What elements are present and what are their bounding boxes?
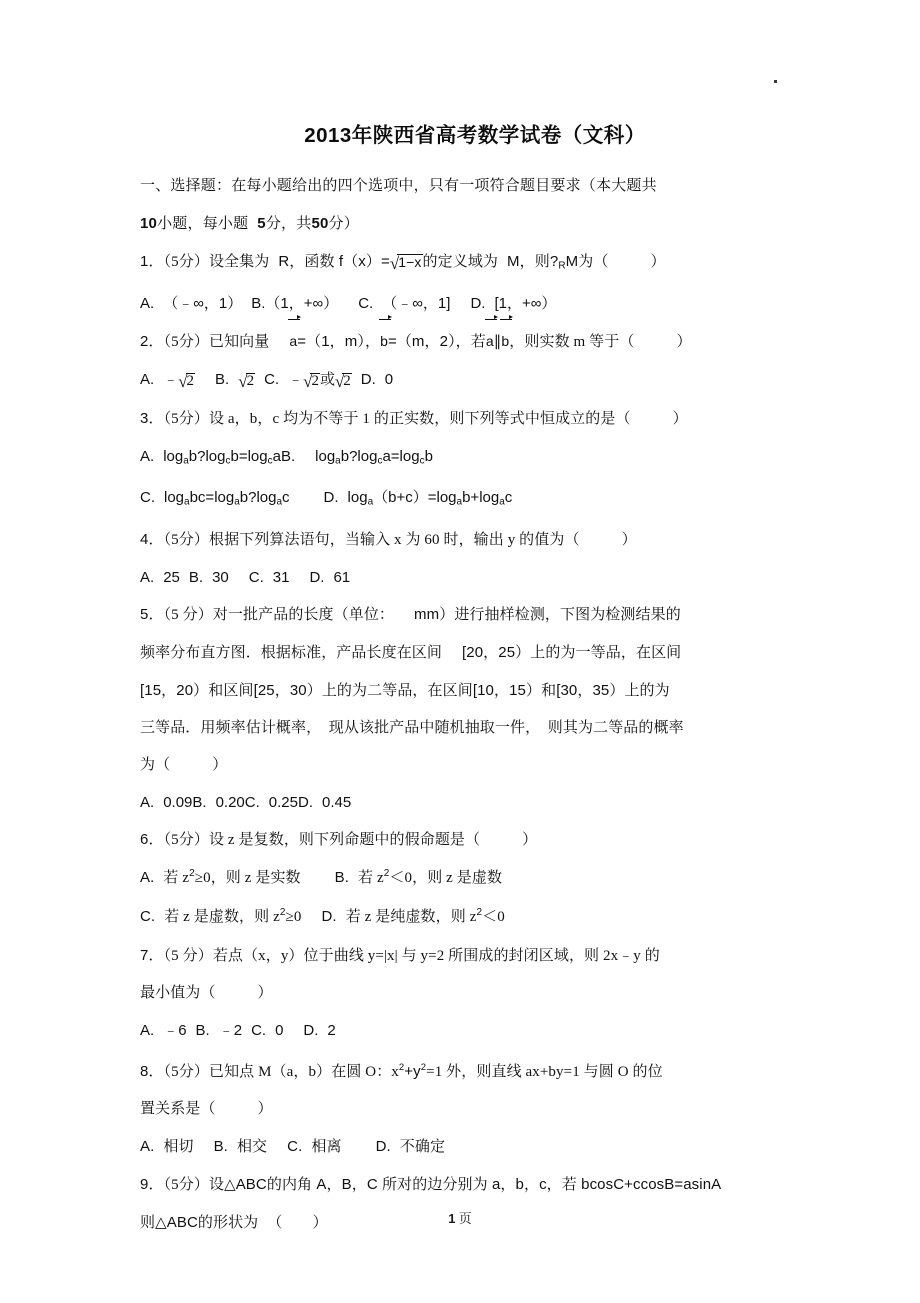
radical-sign-icon: √ xyxy=(303,371,313,391)
question-8-line-1: 8．（5分）已知点 M（a，b）在圆 O：$x^2+y^2=1$ 外，则直线 ax+by=1 与圆 O 的位 xyxy=(140,1061,663,1080)
q3c-sub-3: a xyxy=(276,496,283,508)
q9-text-2-close: （ ） xyxy=(267,1214,328,1231)
q1-option-d-text: [1，+∞） xyxy=(494,294,557,312)
q2-vector-a-2: a xyxy=(486,322,494,360)
q3a-sub-2: c xyxy=(225,455,231,466)
question-3-options-row-2 xyxy=(140,479,800,521)
q2-number: 2 xyxy=(140,332,149,350)
q2-parallel-symbol: ∥ xyxy=(493,332,502,350)
q6-option-a-pre: 若 z xyxy=(163,869,190,886)
q8-points: （5分） xyxy=(163,1063,209,1080)
q3b-log-3: a=log xyxy=(382,447,420,465)
q4-option-b-label: B. xyxy=(188,568,204,586)
q5-text-3h: 上的为 xyxy=(624,682,670,699)
q1-complement-subscript: R xyxy=(558,260,566,272)
page-footer xyxy=(0,1208,920,1227)
q5-text-3d: 上的为二等品，在区间 xyxy=(321,682,473,699)
q7-option-d-label: D. xyxy=(303,1021,319,1039)
q5-text-5-close: ） xyxy=(212,756,228,773)
title-rest: 年陕西省高考数学试卷（文科） xyxy=(351,125,646,147)
q3a-sub-3: c xyxy=(267,455,273,466)
q2-option-a-label: A. xyxy=(140,370,155,388)
q3d-log-1: log xyxy=(347,489,368,506)
q4-option-a-text: 25 xyxy=(163,568,180,586)
q7-option-d-text: 2 xyxy=(327,1021,336,1039)
radical-sign-icon: √ xyxy=(334,371,345,391)
q8-text-1b: +y xyxy=(404,1062,421,1080)
q3c-log-1: log xyxy=(164,489,185,506)
q6-option-a-post: ≥0，则 z 是实数 xyxy=(194,869,301,886)
q6-option-c-label: C. xyxy=(140,907,156,925)
q3-option-d-expr xyxy=(348,489,513,506)
q4-option-c-text: 31 xyxy=(272,568,290,586)
q5-unit: mm xyxy=(414,605,440,623)
q1-option-a-text: （﹣∞，1） xyxy=(163,294,243,312)
q3c-sub-2: a xyxy=(234,496,240,508)
q3b-tail: b xyxy=(424,447,433,465)
q3b-sub-1: a xyxy=(335,455,341,466)
q1-option-c-text: （﹣∞，1] xyxy=(382,294,451,312)
q6-option-a-power xyxy=(189,860,195,898)
q8-text-1c: =1 外，则直线 ax+by=1 与圆 O 的位 xyxy=(426,1063,663,1080)
q6b-exponent: 2 xyxy=(383,867,390,879)
q3c-tail: c xyxy=(282,489,290,506)
question-5-options xyxy=(140,784,800,821)
section-intro-line-1: 一、选择题：在每小题给出的四个选项中，只有一项符合题目要求（本大题共 xyxy=(140,178,657,194)
q1-text-3: 的定义域为 xyxy=(422,254,499,270)
q5-interval-b: [25，30） xyxy=(253,681,322,699)
radical-sign-icon: √ xyxy=(178,371,188,391)
q5-text-2: 频率分布直方图．根据标准，产品长度在区间 xyxy=(140,644,443,661)
q9-text-2: 则△ABC的形状为 xyxy=(140,1213,259,1231)
q2-option-c-radicand-2: 2 xyxy=(343,372,351,389)
q8-option-a-label: A. xyxy=(140,1137,155,1155)
q6-option-b-post: ＜0，则 z 是虚数 xyxy=(389,869,503,886)
q4-option-d-label: D. xyxy=(309,568,325,586)
q3d-log-3: b+log xyxy=(462,489,500,506)
q3-number: 3 xyxy=(140,409,149,427)
q4-text: 根据下列算法语句，当输入 x 为 60 时，输出 y 的值为（ xyxy=(208,531,580,548)
q3d-sub-3: a xyxy=(499,496,505,508)
question-3-stem: 3．（5分）设 a，b，c 均为不等于 1 的正实数，则下列等式中恒成立的是（ ） xyxy=(140,409,688,427)
q2-text-close: ） xyxy=(676,333,692,350)
q5-text-2b: 上的为一等品，在区间 xyxy=(530,644,682,661)
question-6-options-row-1 xyxy=(140,859,800,898)
q8-number: 8 xyxy=(140,1062,149,1080)
q8-option-d-text: 不确定 xyxy=(399,1138,446,1155)
q1-text-2: 函数 f（x）= xyxy=(304,253,390,270)
q1-option-d-label: D. xyxy=(470,294,486,312)
q1-complement-set: M xyxy=(565,253,579,270)
document-content xyxy=(140,118,800,1242)
radical-sign-icon: √ xyxy=(238,371,248,391)
intro-text-b: 分，共 xyxy=(265,216,312,232)
q8-option-d-label: D. xyxy=(375,1137,391,1155)
q5-option-d-text: 0.45 xyxy=(321,793,352,811)
q9-text-1: 设△ABC的内角 A，B，C 所对的边分别为 a，b，c，若 bcosC+ccosB=asinA xyxy=(208,1175,722,1193)
footer-page-number: 1 xyxy=(448,1211,456,1226)
q3a-log-3: b=log xyxy=(230,447,268,465)
q3c-log-2: bc=log xyxy=(189,489,235,506)
question-7-options xyxy=(140,1012,800,1049)
q6-option-c-power xyxy=(280,899,286,937)
q1-text-4: 则 xyxy=(534,254,550,270)
q4-option-a-label: A. xyxy=(140,568,155,586)
q9-number: 9 xyxy=(140,1175,149,1193)
q5-text-3f: 和 xyxy=(541,682,557,699)
q3-option-d-label: D. xyxy=(323,489,339,506)
q6-text-close: ） xyxy=(522,831,538,848)
radical-sign-icon: √ xyxy=(389,254,400,273)
question-2-options xyxy=(140,361,800,400)
q3-text-close: ） xyxy=(672,410,688,427)
q2-text-1: 已知向量 xyxy=(208,333,270,350)
page-title xyxy=(140,118,800,148)
question-6-stem: 6．（5分）设 z 是复数，则下列命题中的假命题是（ ） xyxy=(140,830,538,848)
intro-text-a: 小题，每小题 xyxy=(157,216,249,232)
q7-option-a-label: A. xyxy=(140,1021,155,1039)
question-9-line-1: 9．（5分）设△ABC的内角 A，B，C 所对的边分别为 a，b，c，若 bcosC+ccosB=asinA xyxy=(140,1175,722,1193)
question-6-options-row-2 xyxy=(140,898,800,937)
q2-text-2: ，则实数 m 等于（ xyxy=(509,333,635,350)
q3b-log-1: log xyxy=(315,447,336,465)
q2-eq-a: =（1，m）， xyxy=(297,332,381,350)
q2-option-a-sqrt xyxy=(178,363,195,400)
q8-option-c-label: C. xyxy=(287,1137,303,1155)
q5-interval-first-grade: [20，25） xyxy=(462,643,531,661)
q6-option-b-pre: 若 z xyxy=(358,869,384,886)
q2-option-b-label: B. xyxy=(215,370,230,388)
q6d-exponent: 2 xyxy=(476,906,483,918)
q5-text-3b: 和区间 xyxy=(208,682,254,699)
question-5-line-3 xyxy=(140,672,800,710)
q4-option-c-label: C. xyxy=(248,568,264,586)
q7-option-c-label: C. xyxy=(251,1021,267,1039)
q5-points: （5 分） xyxy=(163,606,213,623)
question-7-line-1: 7．（5 分）若点（x，y）位于曲线 y=|x| 与 y=2 所围成的封闭区域，则 2x﹣y 的 xyxy=(140,946,660,964)
question-5-line-2 xyxy=(140,634,800,672)
footer-page-unit: 页 xyxy=(458,1211,472,1226)
q8-text-2: 置关系是（ xyxy=(140,1100,216,1117)
q1-option-a-label: A. xyxy=(140,294,155,312)
question-1-options xyxy=(140,285,800,322)
q6-option-b-label: B. xyxy=(334,868,350,886)
q2-vector-b-2: b xyxy=(501,322,509,360)
q6-option-d-label: D. xyxy=(321,907,337,925)
q4-points: （5分） xyxy=(163,531,209,548)
q7-text-1: 若点（x，y）位于曲线 y=|x| 与 y=2 所围成的封闭区域，则 2x﹣y 的 xyxy=(212,947,660,964)
q1-set-r: R， xyxy=(278,253,305,270)
q6-option-c-post: ≥0 xyxy=(285,908,302,925)
q1-radicand: 1−x xyxy=(398,254,422,270)
question-8-options xyxy=(140,1128,800,1166)
q3-option-c-expr xyxy=(164,489,290,506)
q3d-log-2: （b+c）=log xyxy=(373,489,457,506)
q2-option-c-conjunction: 或 xyxy=(319,371,335,388)
q3d-sub-1: a xyxy=(367,496,374,508)
q3a-tail: a xyxy=(272,447,281,465)
question-7-line-2 xyxy=(140,975,800,1012)
q7-number: 7 xyxy=(140,946,149,964)
q8-option-a-text: 相切 xyxy=(163,1138,194,1155)
q1-points: （5分） xyxy=(163,254,209,270)
title-year: 2013 xyxy=(304,124,352,147)
q7-text-2-close: ） xyxy=(257,984,273,1001)
q2-option-d-label: D. xyxy=(360,370,376,388)
q2-option-a-sign: ﹣ xyxy=(163,370,179,388)
q5-option-b-label: B. xyxy=(192,793,207,811)
q7-option-c-text: 0 xyxy=(275,1021,284,1039)
q5-text-1: 对一批产品的长度（单位： xyxy=(212,606,395,623)
section-intro-line-2 xyxy=(140,205,800,243)
q8-exponent-2: 2 xyxy=(420,1061,427,1073)
intro-points-total: 50 xyxy=(311,215,329,232)
q4-number: 4 xyxy=(140,530,149,548)
question-3-options-row-1 xyxy=(140,438,800,480)
q6-text: 设 z 是复数，则下列命题中的假命题是（ xyxy=(208,831,481,848)
q5-option-d-label: D. xyxy=(297,793,313,811)
q8-exponent-1: 2 xyxy=(398,1061,405,1073)
q4-option-b-text: 30 xyxy=(212,568,229,586)
q6-number: 6 xyxy=(140,830,149,848)
q2-option-d-text: 0 xyxy=(384,370,394,388)
q5-option-a-label: A. xyxy=(140,793,155,811)
q6-option-d-post: ＜0 xyxy=(482,908,505,925)
q5-option-c-label: C. xyxy=(244,793,260,811)
q8-text-1a: 已知点 M（a，b）在圆 O：x xyxy=(208,1063,399,1080)
q3-option-b-expr xyxy=(315,448,433,465)
q2-option-c-radicand-1: 2 xyxy=(311,372,319,389)
q1-text-5: 为（ xyxy=(578,254,609,270)
q5-option-b-text: 0.20 xyxy=(215,793,245,811)
q1-text-close: ） xyxy=(650,254,666,270)
q3-points: （5分） xyxy=(163,410,209,427)
q1-option-c-label: C. xyxy=(358,294,374,312)
q4-option-d-text: 61 xyxy=(333,568,351,586)
q8-option-b-label: B. xyxy=(213,1137,228,1155)
q7-option-b-text: ﹣2 xyxy=(218,1021,243,1039)
page-corner-mark xyxy=(774,80,777,83)
q3a-log-1: log xyxy=(163,447,184,465)
q3a-sub-1: a xyxy=(183,455,189,466)
q3b-sub-3: c xyxy=(419,455,425,466)
question-5-line-4: 三等品．用频率估计概率， 现从该批产品中随机抽取一件， 则其为二等品的概率 xyxy=(140,719,684,736)
q2-option-c-sign: ﹣ xyxy=(288,370,304,388)
q1-number: 1 xyxy=(140,253,149,270)
question-5-line-1: 5．（5 分）对一批产品的长度（单位： mm）进行抽样检测，下图为检测结果的 xyxy=(140,605,681,623)
q6-option-c-pre: 若 z 是虚数，则 z xyxy=(164,908,280,925)
q1-text-1: 设全集为 xyxy=(208,254,270,270)
q1-option-b-text: （1，+∞） xyxy=(265,294,339,312)
q7-option-a-text: ﹣6 xyxy=(163,1021,187,1039)
q3c-log-3: b?log xyxy=(239,489,277,506)
q2-option-c-sqrt-1 xyxy=(303,363,320,400)
q2-option-b-radicand: 2 xyxy=(246,372,255,389)
q6-option-a-label: A. xyxy=(140,868,155,886)
q3-option-b-label: B. xyxy=(280,447,296,465)
q2-eq-b: =（m，2），若 xyxy=(387,332,486,350)
q3b-log-2: b?log xyxy=(340,447,378,465)
q2-option-c-sqrt-2 xyxy=(335,363,352,400)
q3d-sub-2: a xyxy=(456,496,463,508)
q7-text-2: 最小值为（ xyxy=(140,984,216,1001)
q3-text: 设 a，b，c 均为不等于 1 的正实数，则下列等式中恒成立的是（ xyxy=(208,410,631,427)
q2-vector-b: b xyxy=(380,322,388,360)
intro-points-each: 5 xyxy=(257,215,266,232)
q6c-exponent: 2 xyxy=(279,906,286,918)
q1-set-m: M， xyxy=(507,253,535,270)
q8-option-b-text: 相交 xyxy=(236,1138,268,1155)
q8-option-c-text: 相离 xyxy=(311,1138,342,1155)
q5-option-a-text: 0.09 xyxy=(163,793,193,811)
intro-text-c: 分） xyxy=(328,216,359,232)
q6-points: （5分） xyxy=(163,831,209,848)
q6-option-d-pre: 若 z 是纯虚数，则 z xyxy=(345,908,477,925)
q6-option-d-power xyxy=(476,899,482,937)
q6-option-b-power xyxy=(384,860,390,898)
q3-option-a-expr xyxy=(163,448,281,465)
q5-text-1b: ）进行抽样检测，下图为检测结果的 xyxy=(439,606,681,623)
q5-interval-a: [15，20） xyxy=(140,681,209,699)
q3-option-a-label: A. xyxy=(140,447,155,465)
q2-option-c-label: C. xyxy=(264,370,280,388)
q5-interval-d: [30，35） xyxy=(556,681,625,699)
q2-option-b-sqrt xyxy=(238,363,255,400)
q3c-sub-1: a xyxy=(184,496,190,508)
q2-vector-a: a xyxy=(289,322,297,360)
q4-text-close: ） xyxy=(621,531,637,548)
q2-option-a-radicand: 2 xyxy=(186,372,195,389)
question-4-stem: 4．（5分）根据下列算法语句，当输入 x 为 60 时，输出 y 的值为（ ） xyxy=(140,530,637,548)
q7-points: （5 分） xyxy=(163,947,213,964)
q1-complement-symbol: ? xyxy=(549,253,559,270)
q5-interval-c: [10，15） xyxy=(472,681,542,699)
q3a-log-2: b?log xyxy=(188,447,226,465)
question-5-line-5 xyxy=(140,747,800,784)
q5-number: 5 xyxy=(140,605,149,623)
q3-option-c-label: C. xyxy=(140,489,155,506)
q1-sqrt-expression xyxy=(390,245,423,282)
q5-option-c-text: 0.25 xyxy=(268,793,298,811)
question-8-line-2 xyxy=(140,1091,800,1128)
q6a-exponent: 2 xyxy=(189,867,195,879)
q9-points: （5分） xyxy=(163,1176,209,1193)
q2-points: （5分） xyxy=(163,333,209,350)
q8-text-2-close: ） xyxy=(257,1100,273,1117)
intro-question-count: 10 xyxy=(140,215,158,232)
q1-option-b-label: B. xyxy=(251,294,266,312)
question-4-options xyxy=(140,559,800,596)
q5-text-5: 为（ xyxy=(140,756,171,773)
q3d-tail: c xyxy=(504,489,513,506)
q7-option-b-label: B. xyxy=(195,1021,210,1039)
question-1-stem: 1．（5分）设全集为 R，函数 f（x）=√1−x的定义域为 M，则?RM为（ ） xyxy=(140,243,800,285)
q3b-sub-2: c xyxy=(377,455,383,466)
question-2-stem: 2．（5分）已知向量 a=（1，m），b=（m，2），若a∥b，则实数 m 等于（ ） xyxy=(140,322,800,361)
